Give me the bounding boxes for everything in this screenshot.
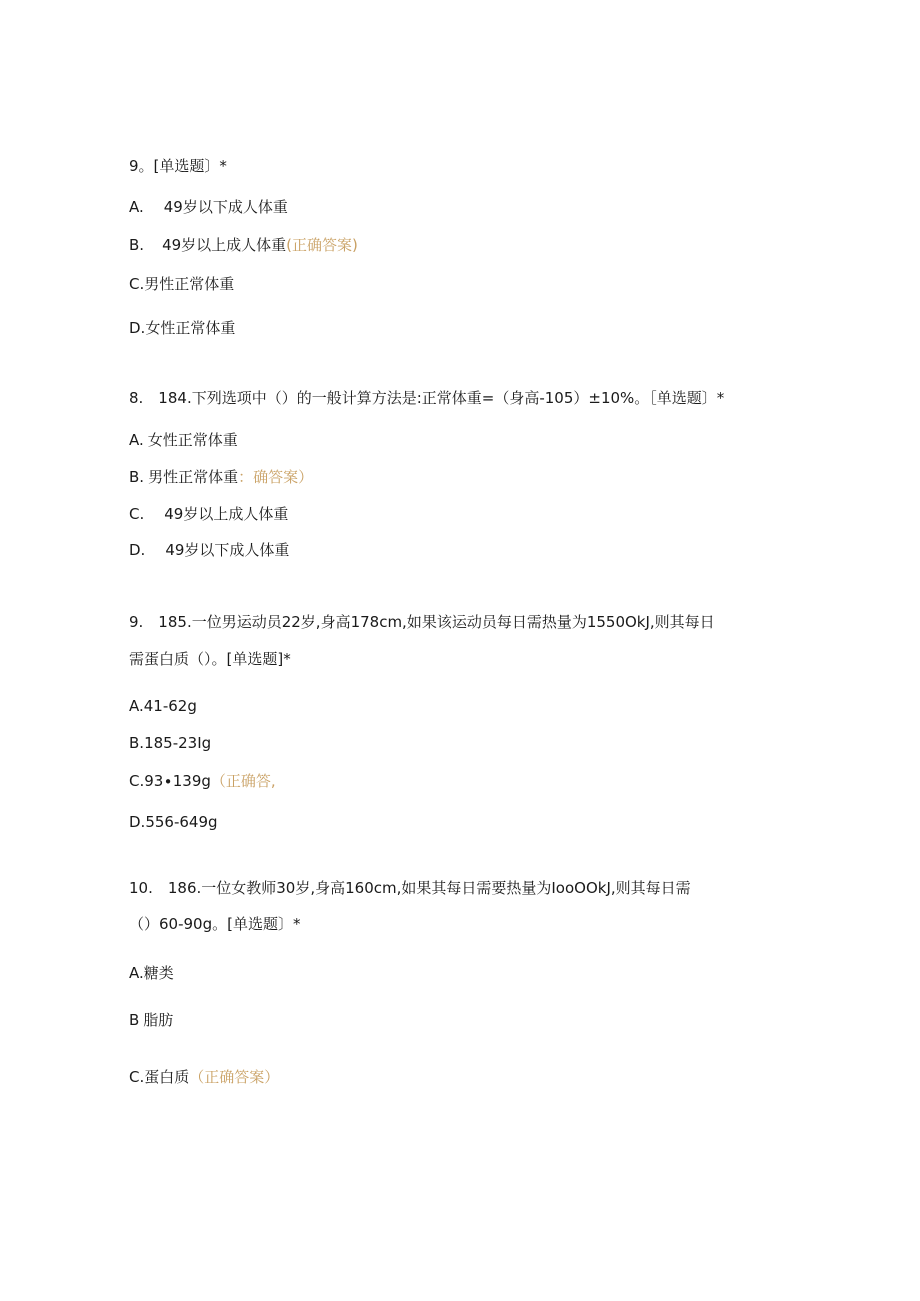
option-text: 185-23Ig xyxy=(144,734,212,752)
option-text: 556-649g xyxy=(145,813,218,831)
question-2-title: 8. 184.下列选项中（）的一般计算方法是:正常体重=（身高-105）±10%。［单选题〕* xyxy=(129,389,725,407)
option-label: C. xyxy=(129,1068,145,1086)
option-label: D. xyxy=(129,813,146,831)
option-text: 糖类 xyxy=(143,964,174,982)
question-1-option-c[interactable] xyxy=(129,274,234,294)
option-text: 女性正常体重 xyxy=(145,319,236,337)
option-label: C. xyxy=(129,772,145,790)
option-label: A. xyxy=(129,198,144,216)
option-label: B. xyxy=(129,236,145,254)
question-1-option-d[interactable] xyxy=(129,318,235,338)
option-label: B. xyxy=(129,468,145,486)
question-1-title: 9。[单选题〕* xyxy=(129,157,227,175)
option-label: B xyxy=(129,1011,140,1029)
option-text: 49岁以下成人体重 xyxy=(163,198,288,216)
question-1-option-b[interactable] xyxy=(129,235,358,255)
question-2-option-b[interactable] xyxy=(129,467,313,487)
correct-answer-mark: (正确答案) xyxy=(286,236,358,254)
option-label: C. xyxy=(129,275,145,293)
option-text: 49岁以下成人体重 xyxy=(165,541,290,559)
option-label: C. xyxy=(129,505,145,523)
option-text: 蛋白质 xyxy=(144,1068,190,1086)
question-3-title-line-2: 需蛋白质（）。[单选题]* xyxy=(129,650,291,668)
question-3-option-c[interactable] xyxy=(129,771,276,791)
option-text: 脂肪 xyxy=(143,1011,174,1029)
option-label: A. xyxy=(129,964,144,982)
question-1-option-a[interactable] xyxy=(129,197,288,217)
correct-answer-mark: （正确答案） xyxy=(189,1068,280,1086)
question-3-option-b[interactable] xyxy=(129,733,211,753)
question-4-option-c[interactable] xyxy=(129,1067,279,1087)
question-2-option-c[interactable] xyxy=(129,504,288,524)
option-label: B. xyxy=(129,734,145,752)
option-label: D. xyxy=(129,541,146,559)
question-4-option-a[interactable] xyxy=(129,963,174,983)
option-text: 49岁以上成人体重 xyxy=(162,236,287,254)
question-3-title-line-1: 9. 185.一位男运动员22岁,身高178cm,如果该运动员每日需热量为1550OkJ,则其每日 xyxy=(129,613,715,631)
question-2-option-d[interactable] xyxy=(129,540,289,560)
option-label: D. xyxy=(129,319,146,337)
correct-answer-mark: ：确答案） xyxy=(238,468,314,486)
question-4-option-b[interactable] xyxy=(129,1010,173,1030)
option-text: 男性正常体重 xyxy=(148,468,239,486)
option-text: 49岁以上成人体重 xyxy=(164,505,289,523)
question-2-option-a[interactable] xyxy=(129,430,238,450)
question-4-title-line-2: （）60-90g。[单选题〕* xyxy=(129,915,301,933)
option-text: 41-62g xyxy=(143,697,197,715)
question-3-option-a[interactable] xyxy=(129,696,197,716)
option-text: 男性正常体重 xyxy=(144,275,235,293)
correct-answer-mark: （正确答, xyxy=(210,772,276,790)
option-text: 女性正常体重 xyxy=(147,431,238,449)
option-text: 93∙139g xyxy=(144,772,211,790)
question-3-option-d[interactable] xyxy=(129,812,218,832)
question-4-title-line-1: 10. 186.一位女教师30岁,身高160cm,如果其每日需要热量为IooOOkJ,则其每日需 xyxy=(129,879,691,897)
option-label: A. xyxy=(129,697,144,715)
option-label: A. xyxy=(129,431,144,449)
